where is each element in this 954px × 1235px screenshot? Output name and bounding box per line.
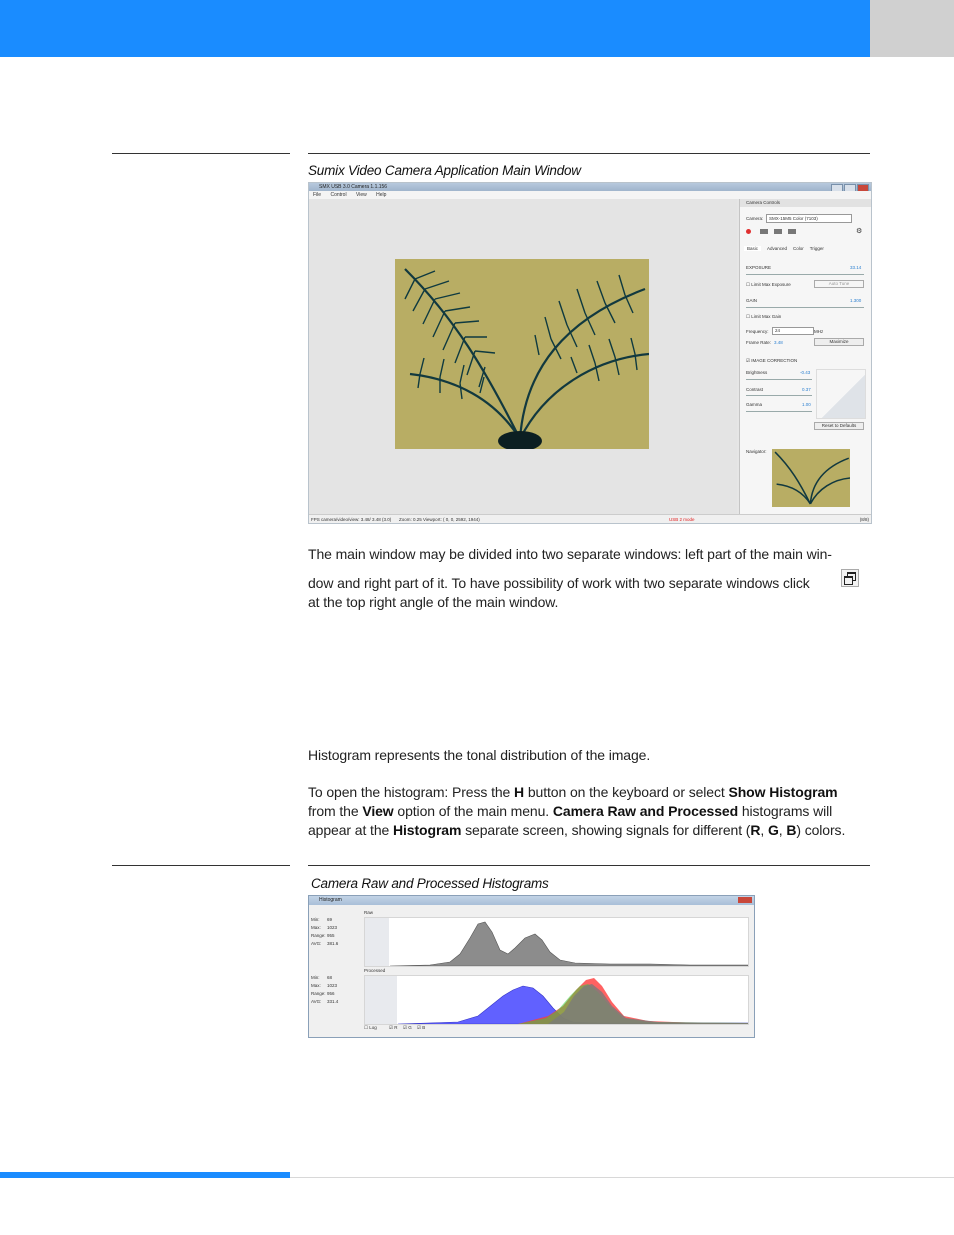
gain-value: 1.300 xyxy=(850,298,862,303)
proc-stat-range xyxy=(311,990,363,998)
stat-value: 1023 xyxy=(327,925,338,930)
stat-key: Max: xyxy=(311,925,321,930)
brightness-slider[interactable] xyxy=(746,379,812,380)
figure1-caption: Sumix Video Camera Application Main Window xyxy=(308,163,581,178)
stat-value: 381.6 xyxy=(327,941,339,946)
gamma-slider[interactable] xyxy=(746,411,812,412)
figure-rule xyxy=(308,153,870,154)
frequency-select[interactable]: 24 xyxy=(772,327,814,335)
para-open-histogram xyxy=(308,783,878,840)
header-page-tab xyxy=(870,0,954,57)
menu-file: File xyxy=(313,192,322,198)
histogram-window-title: Histogram xyxy=(319,897,342,903)
stat-key: Range: xyxy=(311,933,326,938)
figure-rule-2 xyxy=(308,865,870,866)
r-checkbox[interactable]: ☑ R xyxy=(389,1025,398,1030)
window-titlebar xyxy=(309,183,871,191)
text-run: histograms will xyxy=(738,803,833,819)
control-tabs xyxy=(744,246,824,251)
raw-stat-avg xyxy=(311,940,363,948)
text-run: button on the keyboard or select xyxy=(524,784,729,800)
stat-key: Max: xyxy=(311,983,321,988)
palm-leaf-image xyxy=(395,259,649,449)
stat-key: Min: xyxy=(311,917,320,922)
gamma-label: Gamma xyxy=(746,402,763,407)
menu-help: Help xyxy=(376,192,387,198)
auto-tune-button[interactable]: Auto Tune xyxy=(814,280,864,288)
brightness-label: Brightness xyxy=(746,370,768,375)
menu-show-histogram: Show Histogram xyxy=(728,784,838,800)
close-icon xyxy=(738,897,752,903)
red-ref: R xyxy=(750,822,761,838)
exposure-slider[interactable] xyxy=(746,274,864,275)
para-open-histogram-line2 xyxy=(308,802,878,821)
main-window-screenshot xyxy=(308,182,872,524)
histogram-window-screenshot xyxy=(308,895,755,1038)
exposure-value: 33.14 xyxy=(850,265,862,270)
limit-max-exposure[interactable]: ☐ Limit Max Exposure xyxy=(746,282,791,287)
footer-rule xyxy=(290,1177,954,1178)
limit-max-gain-label: Limit Max Gain xyxy=(751,314,782,319)
raw-label: Raw xyxy=(364,910,374,915)
text-run: option of the main menu. xyxy=(393,803,553,819)
stat-key: AVG: xyxy=(311,999,322,1004)
exposure-label: EXPOSURE xyxy=(746,265,772,270)
restore-window-icon xyxy=(841,569,859,587)
text-run: ) colors. xyxy=(796,822,846,838)
raw-gutter xyxy=(365,918,389,966)
image-viewer xyxy=(309,199,737,514)
menu-view-ref: View xyxy=(362,803,394,819)
menu-view: View xyxy=(355,192,367,198)
status-bar xyxy=(309,514,871,524)
processed-stats xyxy=(311,974,363,1006)
stat-key: AVG: xyxy=(311,941,322,946)
camera-icon[interactable] xyxy=(760,229,768,234)
processed-histogram-curve xyxy=(398,976,748,1024)
stat-value: 69 xyxy=(327,917,333,922)
tab-trigger[interactable]: Trigger xyxy=(809,246,824,251)
brightness-value: -0.43 xyxy=(800,370,811,375)
r-label: R xyxy=(394,1025,398,1030)
raw-stat-range xyxy=(311,932,363,940)
proc-stat-avg xyxy=(311,998,363,1006)
text-run: , xyxy=(778,822,787,838)
b-checkbox[interactable]: ☑ B xyxy=(417,1025,426,1030)
left-rule-2 xyxy=(112,865,290,866)
gear-icon[interactable]: ⚙ xyxy=(856,228,863,235)
para-histogram-intro: Histogram represents the tonal distribution of the image. xyxy=(308,747,651,763)
footer-accent-bar xyxy=(0,1172,290,1178)
tab-advanced[interactable]: Advanced xyxy=(767,246,788,251)
raw-stats xyxy=(311,916,363,948)
folder-icon[interactable] xyxy=(788,229,796,234)
raw-stat-min xyxy=(311,916,363,924)
log-checkbox[interactable]: ☐ Log xyxy=(364,1025,377,1030)
frame-rate-label: Frame Rate: xyxy=(746,340,772,345)
gain-label: GAIN xyxy=(746,298,758,303)
gain-slider[interactable] xyxy=(746,307,864,308)
proc-stat-max xyxy=(311,982,363,990)
camera-controls-panel xyxy=(739,199,872,514)
log-label: Log xyxy=(369,1025,377,1030)
palm-leaf-drawing xyxy=(395,259,649,449)
gamma-value: 1.00 xyxy=(802,402,811,407)
panel-title: Camera Controls xyxy=(740,199,872,207)
tab-color[interactable]: Color xyxy=(793,246,804,251)
status-usb: USB 2 mode xyxy=(669,517,695,522)
menubar xyxy=(309,191,871,199)
left-rule xyxy=(112,153,290,154)
stat-value: 955 xyxy=(327,933,335,938)
reset-defaults-button[interactable]: Reset to Defaults xyxy=(814,422,864,430)
maximize-button[interactable]: Maximize xyxy=(814,338,864,346)
image-correction-label: IMAGE CORRECTION xyxy=(751,358,798,363)
contrast-value: 0.37 xyxy=(802,387,811,392)
contrast-slider[interactable] xyxy=(746,395,812,396)
para-split-windows-2-text: dow and right part of it. To have possibility of work with two separate windows click xyxy=(308,575,810,591)
status-zoom: Zoom: 0.25 Viewport: ( 0, 0, 2592, 1944) xyxy=(399,517,480,522)
key-h: H xyxy=(514,784,525,800)
para-open-histogram-line3 xyxy=(308,821,878,840)
text-run: To open the histogram: Press the xyxy=(308,784,515,800)
navigator-label: Navigator: xyxy=(746,449,767,454)
stat-value: 1023 xyxy=(327,983,338,988)
frame-rate-value: 3.48 xyxy=(774,340,783,345)
green-ref: G xyxy=(767,822,779,838)
frequency-label: Frequency: xyxy=(746,329,769,334)
camera-label: Camera: xyxy=(746,216,764,221)
para-split-windows-2 xyxy=(308,574,848,593)
g-checkbox[interactable]: ☑ G xyxy=(403,1025,412,1030)
stat-value: 331.4 xyxy=(327,999,339,1004)
stat-key: Range: xyxy=(311,991,326,996)
para-split-windows-3: at the top right angle of the main window. xyxy=(308,594,559,610)
frequency-unit: MHz xyxy=(814,329,824,334)
header-bar xyxy=(0,0,870,57)
raw-histogram xyxy=(364,917,749,967)
histogram-titlebar xyxy=(309,896,754,905)
window-title: SMX USB 3.0 Camera 1.1.156 xyxy=(319,184,388,190)
raw-stat-max xyxy=(311,924,363,932)
g-label: G xyxy=(408,1025,412,1030)
text-run: appear at the xyxy=(308,822,393,838)
correction-curve xyxy=(816,369,866,419)
figure2-caption: Camera Raw and Processed Histograms xyxy=(311,876,549,891)
record-icon[interactable] xyxy=(746,229,751,234)
status-fps: FPS camera/video/view: 3.48/ 3.48 (3.0) xyxy=(311,517,392,522)
blue-ref: B xyxy=(786,822,797,838)
para-open-histogram-line1 xyxy=(308,783,878,802)
para-split-windows-1: The main window may be divided into two separate windows: left part of the main win- xyxy=(308,546,832,562)
processed-label: Processed xyxy=(364,968,386,973)
proc-stat-min xyxy=(311,974,363,982)
histogram-screen-ref: Histogram xyxy=(393,822,462,838)
tab-basic[interactable]: Basic xyxy=(744,246,761,251)
processed-histogram xyxy=(364,975,749,1025)
menu-control: Control xyxy=(330,192,347,198)
contrast-label: Contrast xyxy=(746,387,764,392)
stat-value: 956 xyxy=(327,991,335,996)
processed-gutter xyxy=(365,976,397,1024)
stat-key: Min: xyxy=(311,975,320,980)
stat-value: 68 xyxy=(327,975,333,980)
text-run: separate screen, showing signals for different ( xyxy=(461,822,751,838)
status-count: (8/8) xyxy=(859,517,869,522)
raw-histogram-curve xyxy=(390,918,748,966)
text-run: , xyxy=(760,822,768,838)
b-label: B xyxy=(422,1025,426,1030)
limit-max-exposure-label: Limit Max Exposure xyxy=(751,282,791,287)
snapshot-icon[interactable] xyxy=(774,229,782,234)
navigator-palm-drawing xyxy=(772,449,850,507)
camera-select[interactable]: SMX-15M5 Color (7103) xyxy=(766,214,852,223)
image-correction-toggle[interactable]: ☑ IMAGE CORRECTION xyxy=(746,358,798,363)
text-run: from the xyxy=(308,803,363,819)
camera-raw-processed-ref: Camera Raw and Processed xyxy=(552,803,739,819)
limit-max-gain[interactable]: ☐ Limit Max Gain xyxy=(746,314,782,319)
navigator-thumbnail[interactable] xyxy=(772,449,850,507)
